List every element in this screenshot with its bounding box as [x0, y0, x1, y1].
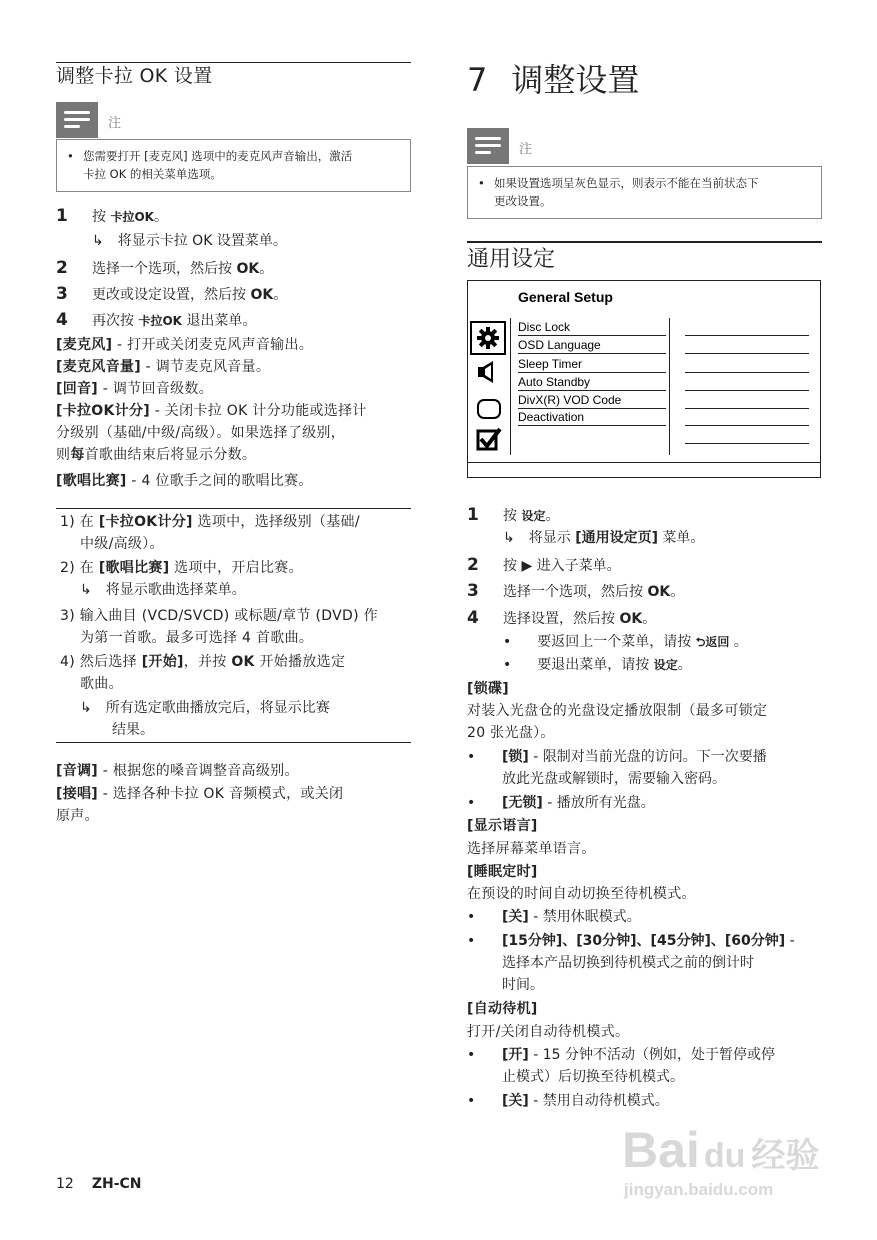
note-text-line: 更改设置。 [494, 194, 552, 208]
language-code: ZH-CN [91, 1176, 142, 1192]
sub-step-2: 2) 在 [歌唱比赛] 选项中，开启比赛。 [60, 560, 303, 576]
step-1-result: ↳ 将显示 [通用设定页] 菜单。 [503, 530, 705, 546]
menu-bottom-rule [468, 462, 820, 463]
sub-step-4: 4) 然后选择 [开始]，并按 OK 开始播放选定 歌曲。 [60, 654, 346, 692]
back-key: ⮌返回 [695, 635, 730, 649]
sub-step-3: 3) 输入曲目 (VCD/SVCD) 或标题/章节 (DVD) 作 为第一首歌。最多可选择 4 首歌曲。 [60, 608, 378, 646]
item-contest: [歌唱比赛] - 4 位歌手之间的歌唱比赛。 [56, 473, 313, 489]
sub-rule-bottom [56, 742, 411, 743]
karaoke-key: 卡拉OK [110, 210, 154, 224]
menu-item-disc-lock[interactable]: Disc Lock [518, 320, 571, 334]
note-label: 注 [108, 116, 122, 131]
value-line [685, 390, 809, 391]
chapter-number: 7 [467, 61, 488, 99]
section-rule [56, 62, 411, 63]
note-label: 注 [519, 142, 533, 157]
section-title: 调整卡拉 OK 设置 [56, 65, 213, 87]
item-echo: [回音] - 调节回音级数。 [56, 381, 213, 397]
gear-icon[interactable] [470, 321, 506, 355]
sub-step-1: 1) 在 [卡拉OK计分] 选项中，选择级别（基础/ 中级/高级）。 [60, 514, 360, 552]
value-line [685, 372, 809, 373]
item-score: [卡拉OK计分] - 关闭卡拉 OK 计分功能或选择计 分级别（基础/中级/高级）。如果选择了级别， 则每首歌曲结束后将显示分数。 [56, 403, 367, 463]
lock-heading: [锁碟] [467, 681, 509, 697]
step-1-result: ↳ 将显示卡拉 OK 设置菜单。 [92, 233, 287, 249]
note-icon [467, 128, 509, 164]
setup-key: 设定 [521, 509, 546, 523]
menu-icon-divider [510, 318, 511, 455]
step-4-bullet-back: • 要返回上一个菜单，请按 ⮌返回 。 [503, 634, 748, 650]
value-line [685, 353, 809, 354]
lang-heading: [显示语言] [467, 818, 538, 834]
sub-rule-top [56, 508, 411, 509]
menu-item-auto-standby[interactable]: Auto Standby [518, 375, 591, 389]
chapter-title: 调整设置 [511, 61, 640, 99]
section-title: 通用设定 [467, 247, 556, 272]
item-accompany: [接唱] - 选择各种卡拉 OK 音频模式，或关闭 原声。 [56, 786, 344, 824]
page-number: 12 [56, 1176, 74, 1192]
sub-step-4-result: ↳ 所有选定歌曲播放完后，将显示比赛 结果。 [80, 700, 330, 738]
item-mic-volume: [麦克风音量] - 调节麦克风音量。 [56, 359, 271, 375]
note-text-line: 如果设置选项呈灰色显示，则表示不能在当前状态下 [494, 176, 759, 190]
menu-item-osd-language[interactable]: OSD Language [518, 338, 601, 352]
note-header [56, 102, 411, 138]
sleep-desc: 在预设的时间自动切换至待机模式。 [467, 886, 696, 902]
lock-desc: 对装入光盘仓的光盘设定播放限制（最多可锁定 20 张光盘）。 [467, 703, 768, 741]
note-box: • 您需要打开 [麦克风] 选项中的麦克风声音输出，激活 卡拉 OK 的相关菜单选项。 [56, 139, 411, 192]
lang-desc: 选择屏幕菜单语言。 [467, 841, 596, 857]
watermark-url: jingyan.baidu.com [624, 1180, 774, 1199]
item-tone: [音调] - 根据您的嗓音调整音高级别。 [56, 763, 299, 779]
sleep-heading: [睡眠定时] [467, 864, 538, 880]
note-icon [56, 102, 98, 138]
note-text-line: 您需要打开 [麦克风] 选项中的麦克风声音输出，激活 [83, 149, 353, 163]
page-footer [56, 1176, 142, 1192]
step-4-bullet-exit: • 要退出菜单，请按 设定。 [503, 657, 692, 673]
value-line [685, 443, 809, 444]
chapter-heading [467, 60, 639, 100]
note-box: • 如果设置选项呈灰色显示，则表示不能在当前状态下 更改设置。 [467, 166, 822, 219]
menu-value-divider [669, 318, 670, 455]
value-line [685, 408, 809, 409]
sub-step-2-result: ↳ 将显示歌曲选择菜单。 [80, 582, 246, 598]
checkbox-icon[interactable] [476, 427, 502, 453]
watermark-logo: Bai du 经验 [622, 1122, 820, 1178]
menu-item-sleep-timer[interactable]: Sleep Timer [518, 357, 583, 371]
screen-icon[interactable] [476, 397, 502, 421]
menu-item-deactivation[interactable]: Deactivation [518, 410, 585, 424]
speaker-icon[interactable] [476, 359, 502, 385]
value-line [685, 425, 809, 426]
value-line [685, 335, 809, 336]
standby-desc: 打开/关闭自动待机模式。 [467, 1024, 630, 1040]
menu-title: General Setup [518, 289, 613, 305]
standby-heading: [自动待机] [467, 1001, 538, 1017]
section-rule [467, 241, 822, 243]
note-text-line: 卡拉 OK 的相关菜单选项。 [83, 167, 222, 181]
item-mic: [麦克风] - 打开或关闭麦克风声音输出。 [56, 337, 314, 353]
note-header [467, 128, 822, 164]
general-setup-menu [467, 280, 821, 478]
menu-item-divx-vod-code[interactable]: DivX(R) VOD Code [518, 393, 622, 407]
